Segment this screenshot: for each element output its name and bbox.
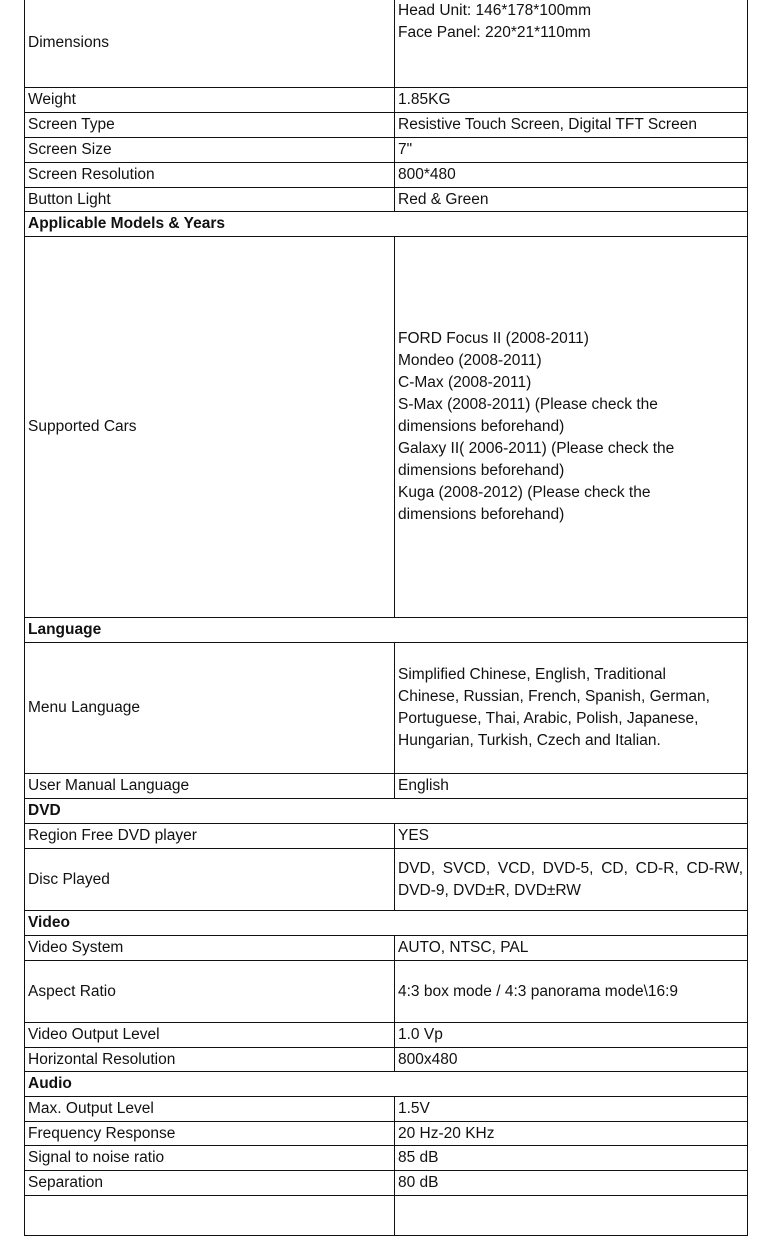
table-row	[25, 961, 748, 1023]
spec-label: Horizontal Resolution	[25, 1048, 395, 1072]
spec-value: 85 dB	[395, 1146, 748, 1171]
table-row	[25, 1146, 748, 1171]
spec-label: Weight	[25, 88, 395, 113]
table-row	[25, 824, 748, 849]
spec-value: 1.85KG	[395, 88, 748, 113]
value-line: Head Unit: 146*178*100mm	[398, 2, 592, 19]
value-line: dimensions beforehand)	[398, 506, 565, 523]
section-title: Audio	[25, 1072, 748, 1097]
section-header-row	[25, 1072, 748, 1097]
value-text: DVD, SVCD, VCD, DVD-5, CD, CD-R, CD-RW, DVD-9, DVD±R, DVD±RW	[398, 859, 743, 899]
section-title: Language	[25, 618, 748, 643]
table-row	[25, 0, 748, 88]
spec-value: 80 dB	[395, 1171, 748, 1196]
section-header-row	[25, 799, 748, 824]
spec-value	[395, 237, 748, 618]
value-line: Portuguese, Thai, Arabic, Polish, Japanese,	[398, 710, 699, 727]
spec-value: English	[395, 774, 748, 799]
spec-value: 800*480	[395, 163, 748, 188]
spec-label: Button Light	[25, 188, 395, 212]
value-line: Mondeo (2008-2011)	[398, 352, 542, 369]
table-row	[25, 1048, 748, 1072]
spec-label-empty	[25, 1196, 395, 1236]
spec-value: 4:3 box mode / 4:3 panorama mode\16:9	[395, 961, 748, 1023]
spec-value: 7"	[395, 138, 748, 163]
spec-value: 20 Hz-20 KHz	[395, 1122, 748, 1146]
value-line: Face Panel: 220*21*110mm	[398, 24, 591, 41]
spec-label: Region Free DVD player	[25, 824, 395, 849]
table-row	[25, 163, 748, 188]
spec-value-empty	[395, 1196, 748, 1236]
value-line: Kuga (2008-2012) (Please check the	[398, 484, 651, 501]
table-row	[25, 188, 748, 212]
table-row	[25, 1122, 748, 1146]
table-row	[25, 1171, 748, 1196]
table-row	[25, 1023, 748, 1048]
table-row	[25, 774, 748, 799]
table-row	[25, 138, 748, 163]
table-row	[25, 849, 748, 911]
spec-value	[395, 849, 748, 911]
spec-value: 1.0 Vp	[395, 1023, 748, 1048]
spec-value: 1.5V	[395, 1097, 748, 1122]
value-line: Simplified Chinese, English, Traditional	[398, 666, 666, 683]
spec-label: Max. Output Level	[25, 1097, 395, 1122]
spec-label: Dimensions	[25, 0, 395, 88]
value-line: dimensions beforehand)	[398, 462, 565, 479]
section-header-row	[25, 911, 748, 936]
value-line: Galaxy II( 2006-2011) (Please check the	[398, 440, 675, 457]
spec-label: Screen Resolution	[25, 163, 395, 188]
value-line: C-Max (2008-2011)	[398, 374, 532, 391]
spec-label: Frequency Response	[25, 1122, 395, 1146]
value-line: S-Max (2008-2011) (Please check the	[398, 396, 658, 413]
value-line: Chinese, Russian, French, Spanish, German,	[398, 688, 710, 705]
spec-label: Separation	[25, 1171, 395, 1196]
spec-label: Signal to noise ratio	[25, 1146, 395, 1171]
spec-label: Screen Size	[25, 138, 395, 163]
value-line: FORD Focus II (2008-2011)	[398, 330, 589, 347]
spec-value: Red & Green	[395, 188, 748, 212]
table-row	[25, 643, 748, 774]
spec-label: Disc Played	[25, 849, 395, 911]
spec-value: AUTO, NTSC, PAL	[395, 936, 748, 961]
spec-table	[24, 0, 748, 1236]
table-row	[25, 88, 748, 113]
spec-value: 800x480	[395, 1048, 748, 1072]
spec-value: YES	[395, 824, 748, 849]
spec-value	[395, 0, 748, 88]
table-row	[25, 936, 748, 961]
section-header-row	[25, 618, 748, 643]
spec-label: Aspect Ratio	[25, 961, 395, 1023]
spec-label: User Manual Language	[25, 774, 395, 799]
table-row	[25, 113, 748, 138]
spec-label: Supported Cars	[25, 237, 395, 618]
table-row	[25, 1196, 748, 1236]
section-header-row	[25, 212, 748, 237]
section-title: Applicable Models & Years	[25, 212, 748, 237]
section-title: DVD	[25, 799, 748, 824]
value-line: dimensions beforehand)	[398, 418, 565, 435]
table-row	[25, 1097, 748, 1122]
spec-label: Screen Type	[25, 113, 395, 138]
spec-value: Resistive Touch Screen, Digital TFT Screen	[395, 113, 748, 138]
spec-label: Video Output Level	[25, 1023, 395, 1048]
table-row	[25, 237, 748, 618]
spec-value	[395, 643, 748, 774]
value-line: Hungarian, Turkish, Czech and Italian.	[398, 732, 661, 749]
spec-label: Menu Language	[25, 643, 395, 774]
spec-label: Video System	[25, 936, 395, 961]
section-title: Video	[25, 911, 748, 936]
